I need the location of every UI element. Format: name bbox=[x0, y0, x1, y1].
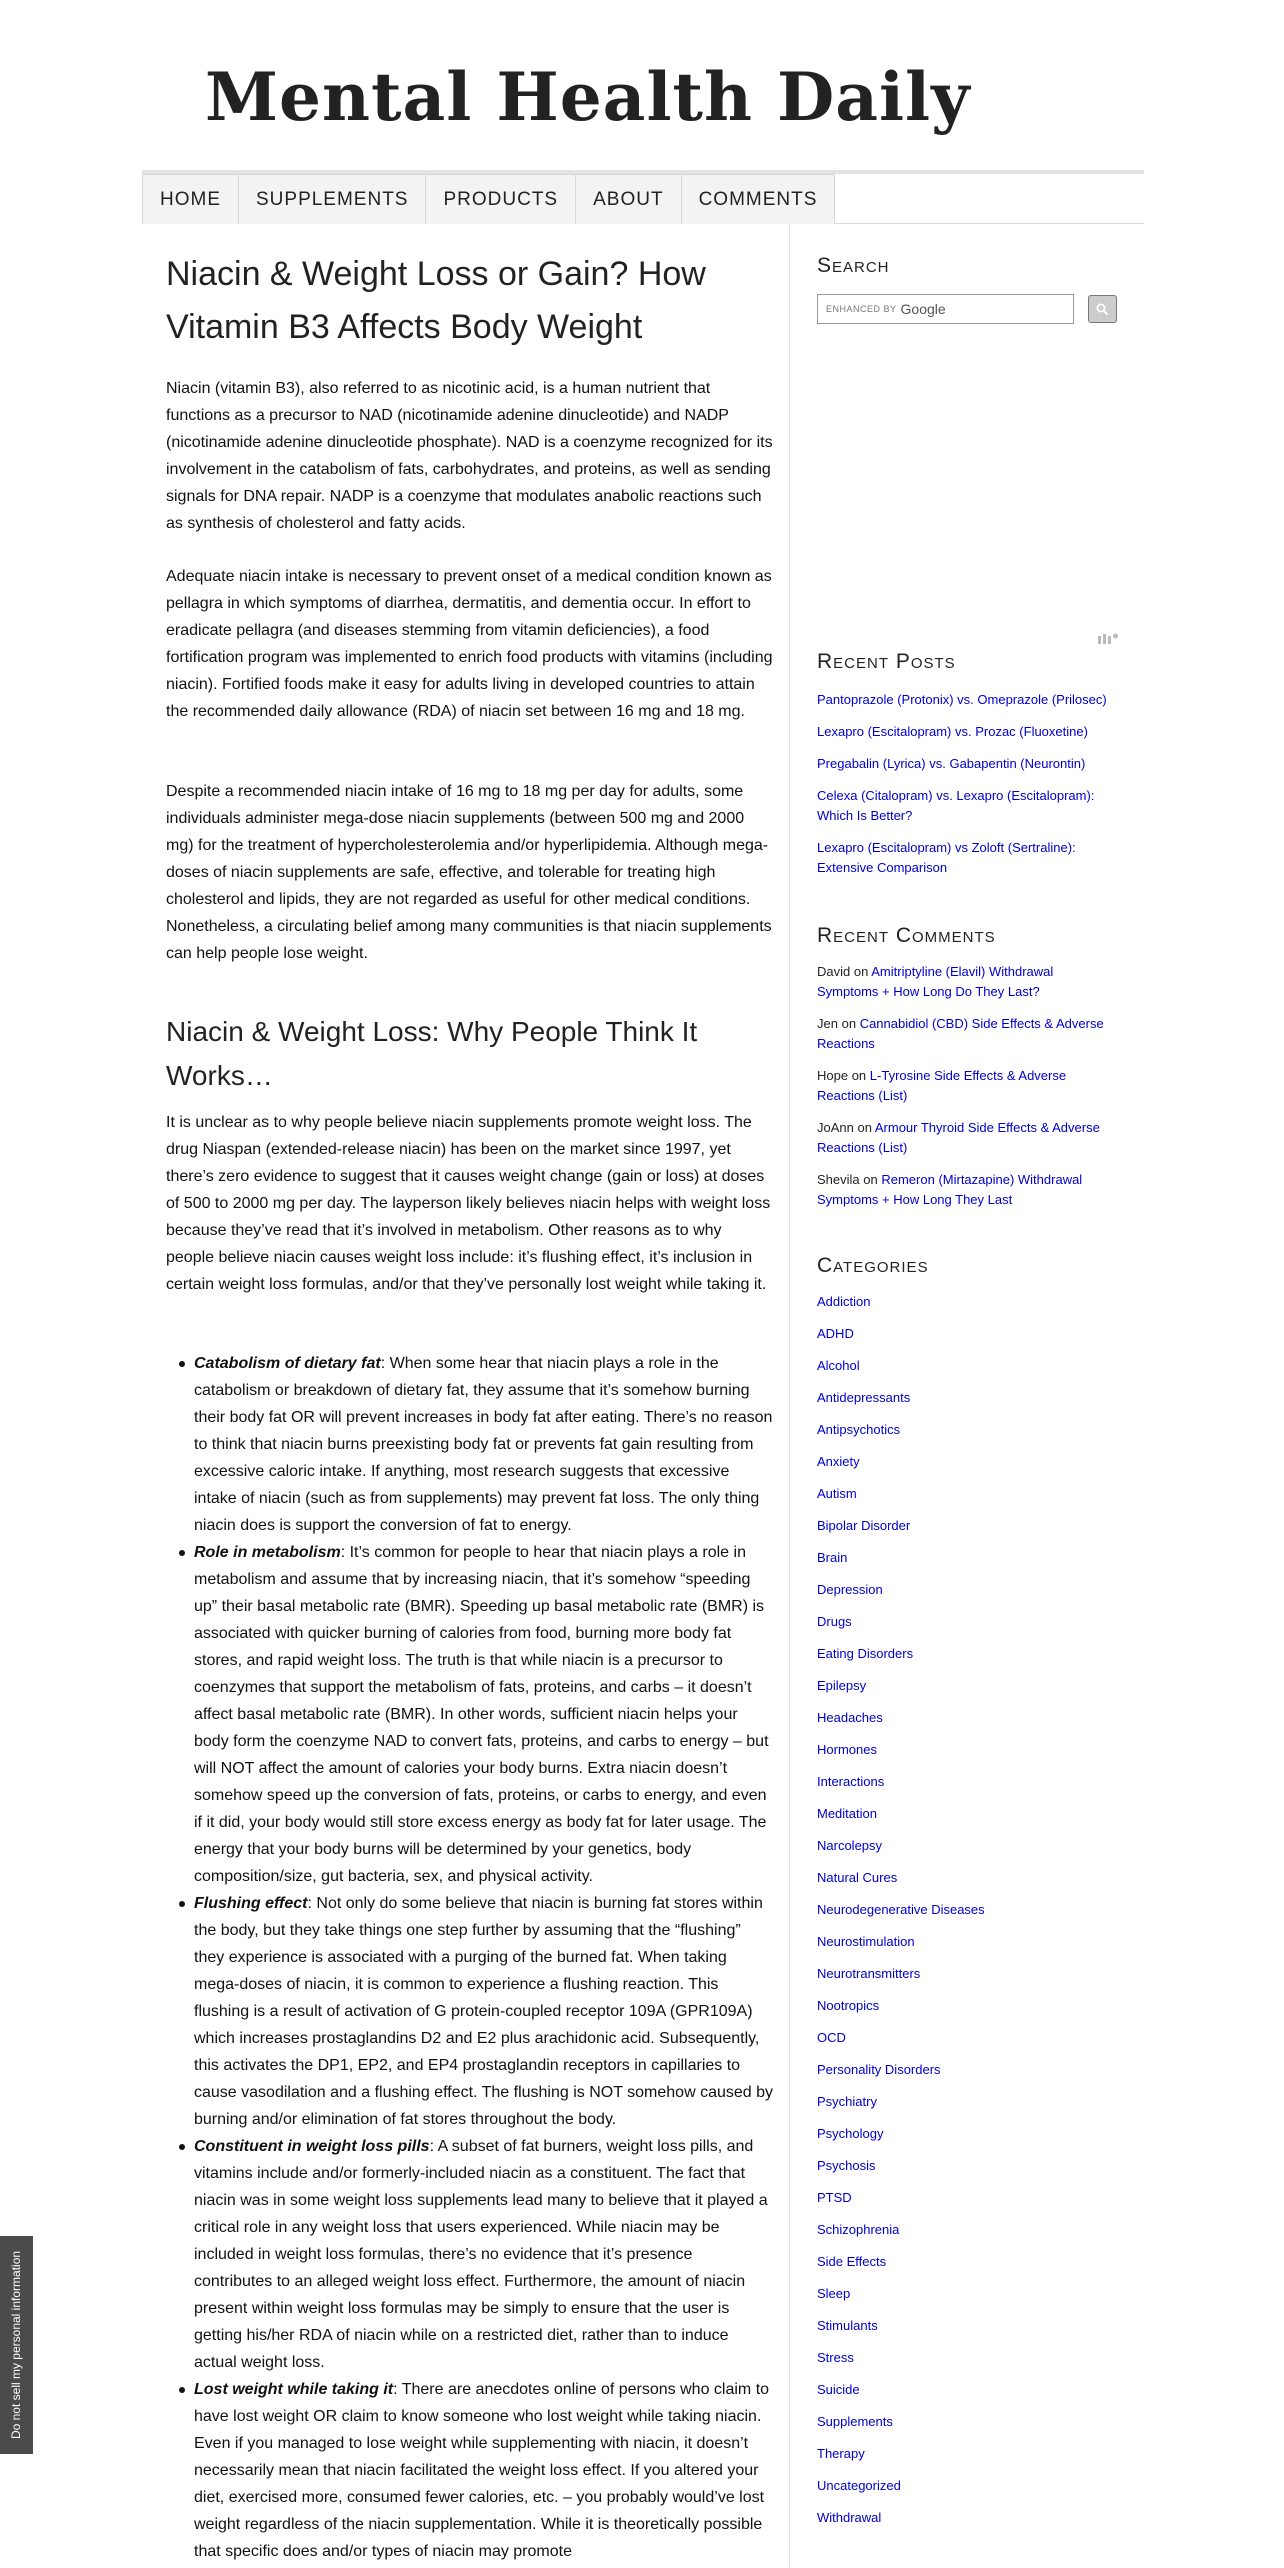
list-item bbox=[194, 1539, 774, 1890]
list-item bbox=[817, 2412, 1117, 2444]
do-not-sell-tab[interactable] bbox=[0, 2236, 33, 2454]
search-input[interactable] bbox=[817, 294, 1074, 324]
category-link[interactable]: Psychology bbox=[817, 2126, 884, 2141]
recent-comments-list bbox=[817, 962, 1117, 1222]
recent-post-link[interactable]: Pantoprazole (Protonix) vs. Omeprazole (Prilosec) bbox=[817, 692, 1107, 707]
category-link[interactable]: Brain bbox=[817, 1550, 848, 1565]
category-link[interactable]: Neurodegenerative Diseases bbox=[817, 1902, 985, 1917]
list-item bbox=[817, 1118, 1117, 1158]
category-link[interactable]: Stress bbox=[817, 2350, 854, 2365]
category-link[interactable]: Depression bbox=[817, 1582, 883, 1597]
list-item bbox=[817, 690, 1117, 710]
comment-on-word: on bbox=[863, 1172, 878, 1187]
comment-on-word: on bbox=[851, 1068, 867, 1083]
post-title: Niacin & Weight Loss or Gain? How Vitamin B3 Affects Body Weight bbox=[166, 255, 706, 346]
search-icon bbox=[1096, 303, 1109, 316]
list-item bbox=[817, 1292, 1117, 1324]
list-item bbox=[817, 754, 1117, 774]
category-link[interactable]: Addiction bbox=[817, 1294, 871, 1309]
recent-post-link[interactable]: Pregabalin (Lyrica) vs. Gabapentin (Neurontin) bbox=[817, 756, 1086, 771]
list-item bbox=[817, 962, 1117, 1002]
list-item bbox=[817, 1708, 1117, 1740]
comment-post-link[interactable]: L-Tyrosine Side Effects & Adverse Reactions (List) bbox=[817, 1068, 1067, 1103]
comment-author: Hope bbox=[817, 1068, 849, 1083]
list-item bbox=[817, 1356, 1117, 1388]
category-link[interactable]: Meditation bbox=[817, 1806, 877, 1821]
list-item bbox=[194, 2376, 774, 2565]
recent-comments-heading: Recent Comments bbox=[817, 924, 996, 947]
category-link[interactable]: Suicide bbox=[817, 2382, 860, 2397]
search-button[interactable] bbox=[1088, 295, 1117, 323]
do-not-sell-label: Do not sell my personal information bbox=[9, 2250, 23, 2440]
category-link[interactable]: Drugs bbox=[817, 1614, 852, 1629]
list-item bbox=[817, 1170, 1117, 1210]
comment-author: JoAnn bbox=[817, 1120, 854, 1135]
category-link[interactable]: Supplements bbox=[817, 2414, 893, 2429]
list-item bbox=[194, 1350, 774, 1539]
comment-post-link[interactable]: Armour Thyroid Side Effects & Adverse Reactions (List) bbox=[817, 1120, 1100, 1155]
category-link[interactable]: ADHD bbox=[817, 1326, 854, 1341]
category-link[interactable]: Side Effects bbox=[817, 2254, 887, 2269]
list-item bbox=[817, 2284, 1117, 2316]
section-paragraph: It is unclear as to why people believe niacin supplements promote weight loss. The drug Niaspan (extended-release niacin) has been on the market since 1997, yet there’s zero evidence to suggest that it causes weight change (gain or loss) at doses of 500 to 2000 mg per day. The layperson likely believes niacin helps with weight loss because they’ve read that it’s involved in metabolism. Other reasons as to why people believe niacin causes weight loss include: it’s flushing effect, it’s inclusion in certain weight loss formulas, and/or that they’ve personally lost weight while taking it. bbox=[166, 1114, 771, 1293]
category-link[interactable]: PTSD bbox=[817, 2190, 852, 2205]
list-item bbox=[817, 2028, 1117, 2060]
list-item bbox=[817, 1484, 1117, 1516]
list-item bbox=[817, 1548, 1117, 1580]
bullet-text: : A subset of fat burners, weight loss pills, and vitamins include and/or formerly-included niacin as a constituent. The fact that niacin was in some weight loss supplements lead many to believe that it played a critical role in any weight loss that users experienced. While niacin may be included in weight loss formulas, there’s no evidence that it’s presence contributes to an alleged weight loss effect. Furthermore, the amount of niacin present within weight loss formulas may be simply to ensure that the user is getting his/her RDA of niacin while on a restricted diet, rather than to induce actual weight loss. bbox=[194, 2138, 768, 2371]
list-item bbox=[817, 1772, 1117, 1804]
list-item bbox=[194, 1890, 774, 2133]
categories-list bbox=[817, 1292, 1117, 2540]
list-item bbox=[817, 2348, 1117, 2380]
list-item bbox=[817, 2156, 1117, 2188]
list-item bbox=[817, 1900, 1117, 1932]
list-item bbox=[817, 2252, 1117, 2284]
category-link[interactable]: Anxiety bbox=[817, 1454, 860, 1469]
recent-posts-list bbox=[817, 690, 1117, 890]
bullet-text: : It’s common for people to hear that niacin plays a role in metabolism and assume that by increasing niacin, that it’s somehow “speeding up” their basal metabolic rate (BMR). Speeding up basal metabolic rate (BMR) is associated with quicker burning of calories from food, burning more body fat stores, and rapid weight loss. The truth is that while niacin is a precursor to coenzymes that support the metabolism of fats, proteins, and carbs – it doesn’t affect basal metabolic rate (BMR). In other words, sufficient niacin helps your body form the coenzyme NAD to convert fats, proteins, and carbs to energy – but will NOT affect the amount of calories your body burns. Extra niacin doesn’t somehow speed up the conversion of fats, proteins, or carbs to energy, and even if it did, your body would still store excess energy as body fat for later usage. The energy that your body burns will be determined by your genetics, body composition/size, gut bacteria, sex, and physical activity. bbox=[194, 1544, 769, 1885]
category-link[interactable]: Bipolar Disorder bbox=[817, 1518, 911, 1533]
category-link[interactable]: Alcohol bbox=[817, 1358, 860, 1373]
list-item bbox=[817, 2188, 1117, 2220]
bullet-term: Lost weight while taking it bbox=[194, 2381, 394, 2398]
category-link[interactable]: Psychiatry bbox=[817, 2094, 877, 2109]
bullet-term: Role in metabolism bbox=[194, 1544, 341, 1561]
list-item bbox=[817, 1324, 1117, 1356]
list-item bbox=[817, 2124, 1117, 2156]
category-link[interactable]: Therapy bbox=[817, 2446, 865, 2461]
list-item bbox=[817, 1420, 1117, 1452]
category-link[interactable]: Antidepressants bbox=[817, 1390, 911, 1405]
list-item bbox=[817, 2444, 1117, 2476]
section-heading: Niacin & Weight Loss: Why People Think It Works… bbox=[166, 1016, 698, 1091]
category-link[interactable]: Narcolepsy bbox=[817, 1838, 883, 1853]
main-nav bbox=[142, 174, 1144, 224]
list-item bbox=[817, 2508, 1117, 2540]
search-heading: Search bbox=[817, 254, 890, 277]
comment-author: Jen bbox=[817, 1016, 838, 1031]
list-item bbox=[817, 1868, 1117, 1900]
ad-choices-icon[interactable] bbox=[1097, 632, 1119, 646]
comment-on-word: on bbox=[857, 1120, 872, 1135]
list-item bbox=[817, 2092, 1117, 2124]
list-item bbox=[817, 1388, 1117, 1420]
list-item bbox=[817, 1932, 1117, 1964]
category-link[interactable]: Withdrawal bbox=[817, 2510, 882, 2525]
category-link[interactable]: Personality Disorders bbox=[817, 2062, 941, 2077]
post-paragraph-1: Niacin (vitamin B3), also referred to as nicotinic acid, is a human nutrient that functions as a precursor to NAD (nicotinamide adenine dinucleotide) and NADP (nicotinamide adenine dinucleotide phosphate). NAD is a coenzyme recognized for its involvement in the catabolism of fats, carbohydrates, and proteins, as well as sending signals for DNA repair. NADP is a coenzyme that modulates anabolic reactions such as synthesis of cholesterol and fatty acids. bbox=[166, 380, 773, 532]
bullet-text: : Not only do some believe that niacin is burning fat stores within the body, but they take things one step further by assuming that the “flushing” they experience is associated with a purging of the burned fat. When taking mega-doses of niacin, it is common to experience a flushing reaction. This flushing is a result of activation of G protein-coupled receptor 109A (GPR109A) which increases prostaglandins D2 and E2 plus arachidonic acid. Subsequently, this activates the DP1, EP2, and EP4 prostaglandin receptors in capillaries to cause vasodilation and a flushing effect. The flushing is NOT somehow caused by burning and/or elimination of fat stores throughout the body. bbox=[194, 1895, 774, 2128]
list-item bbox=[817, 1452, 1117, 1484]
nav-supplements[interactable]: SUPPLEMENTS bbox=[238, 174, 426, 224]
bullet-text: : When some hear that niacin plays a role in the catabolism or breakdown of dietary fat, they assume that it’s somehow burning their body fat OR will prevent increases in body fat after eating. There’s no reason to think that niacin burns preexisting body fat or prevents fat gain resulting from excessive caloric intake. If anything, most research suggests that excessive intake of niacin (such as from supplements) may prevent fat loss. The only thing niacin does is support the conversion of fat to energy. bbox=[194, 1355, 773, 1534]
comment-post-link[interactable]: Amitriptyline (Elavil) Withdrawal Symptoms + How Long Do They Last? bbox=[817, 964, 1054, 999]
recent-post-link[interactable]: Lexapro (Escitalopram) vs. Prozac (Fluoxetine) bbox=[817, 724, 1088, 739]
category-link[interactable]: Sleep bbox=[817, 2286, 851, 2301]
categories-heading: Categories bbox=[817, 1254, 929, 1277]
list-item bbox=[817, 1580, 1117, 1612]
recent-post-link[interactable]: Lexapro (Escitalopram) vs Zoloft (Sertraline): Extensive Comparison bbox=[817, 840, 1076, 875]
nav-comments[interactable]: COMMENTS bbox=[681, 174, 836, 224]
comment-post-link[interactable]: Cannabidiol (CBD) Side Effects & Adverse Reactions bbox=[817, 1016, 1104, 1051]
list-item bbox=[817, 722, 1117, 742]
list-item bbox=[817, 1066, 1117, 1106]
list-item bbox=[817, 1676, 1117, 1708]
category-link[interactable]: Epilepsy bbox=[817, 1678, 867, 1693]
category-link[interactable]: Eating Disorders bbox=[817, 1646, 914, 1661]
category-link[interactable]: Stimulants bbox=[817, 2318, 878, 2333]
recent-posts-heading: Recent Posts bbox=[817, 650, 956, 673]
list-item bbox=[817, 1644, 1117, 1676]
post-paragraph-2: Adequate niacin intake is necessary to prevent onset of a medical condition known as pellagra in which symptoms of diarrhea, dermatitis, and dementia occur. In effort to eradicate pellagra (and diseases stemming from vitamin deficiencies), a food fortification program was implemented to enrich food products with vitamins (including niacin). Fortified foods make it easy for adults living in developed countries to attain the recommended daily allowance (RDA) of niacin set between 16 mg and 18 mg. bbox=[166, 568, 773, 720]
list-item bbox=[817, 1964, 1117, 1996]
comment-author: David bbox=[817, 964, 851, 979]
list-item bbox=[817, 1740, 1117, 1772]
nav-products[interactable]: PRODUCTS bbox=[425, 174, 576, 224]
list-item bbox=[817, 1996, 1117, 2028]
list-item bbox=[817, 2476, 1117, 2508]
bullet-term: Catabolism of dietary fat bbox=[194, 1355, 381, 1372]
category-link[interactable]: Headaches bbox=[817, 1710, 883, 1725]
comment-on-word: on bbox=[841, 1016, 857, 1031]
category-link[interactable]: Autism bbox=[817, 1486, 857, 1501]
post-paragraph-3: Despite a recommended niacin intake of 16 mg to 18 mg per day for adults, some individuals administer mega-dose niacin supplements (between 500 mg and 2000 mg) for the treatment of hypercholesterolemia and/or hyperlipidemia. Although mega-doses of niacin supplements are safe, effective, and tolerable for treating high cholesterol and lipids, they are not regarded as useful for other medical conditions. Nonetheless, a circulating belief among many communities is that niacin supplements can help people lose weight. bbox=[166, 783, 772, 962]
search-brand: Google bbox=[900, 301, 946, 317]
reasons-list bbox=[194, 1350, 774, 2565]
category-link[interactable]: Hormones bbox=[817, 1742, 877, 1757]
bullet-term: Constituent in weight loss pills bbox=[194, 2138, 430, 2155]
category-link[interactable]: Interactions bbox=[817, 1774, 885, 1789]
list-item bbox=[817, 1612, 1117, 1644]
nav-about[interactable]: ABOUT bbox=[575, 174, 681, 224]
search-enhanced-label: ENHANCED BY bbox=[826, 304, 897, 314]
list-item bbox=[817, 1014, 1117, 1054]
list-item bbox=[817, 1804, 1117, 1836]
list-item bbox=[817, 1836, 1117, 1868]
bullet-text: : There are anecdotes online of persons who claim to have lost weight OR claim to know someone who lost weight while taking niacin. Even if you managed to lose weight while supplementing with niacin, it doesn’t necessarily mean that niacin facilitated the weight loss effect. If you altered your diet, exercised more, consumed fewer calories, etc. – you probably would’ve lost weight regardless of the niacin supplementation. While it is theoretically possible that specific does and/or types of niacin may promote bbox=[194, 2381, 770, 2560]
category-link[interactable]: Neurotransmitters bbox=[817, 1966, 921, 1981]
list-item bbox=[817, 1516, 1117, 1548]
list-item bbox=[194, 2133, 774, 2376]
bullet-term: Flushing effect bbox=[194, 1895, 308, 1912]
category-link[interactable]: OCD bbox=[817, 2030, 846, 2045]
list-item bbox=[817, 2380, 1117, 2412]
recent-post-link[interactable]: Celexa (Citalopram) vs. Lexapro (Escitalopram): Which Is Better? bbox=[817, 788, 1095, 823]
list-item bbox=[817, 2060, 1117, 2092]
category-link[interactable]: Natural Cures bbox=[817, 1870, 898, 1885]
category-link[interactable]: Antipsychotics bbox=[817, 1422, 901, 1437]
category-link[interactable]: Uncategorized bbox=[817, 2478, 901, 2493]
site-title[interactable]: Mental Health Daily bbox=[205, 58, 971, 136]
list-item bbox=[817, 786, 1117, 826]
nav-home[interactable]: HOME bbox=[142, 174, 239, 224]
comment-post-link[interactable]: Remeron (Mirtazapine) Withdrawal Symptoms + How Long They Last bbox=[817, 1172, 1083, 1207]
list-item bbox=[817, 2220, 1117, 2252]
category-link[interactable]: Psychosis bbox=[817, 2158, 876, 2173]
category-link[interactable]: Nootropics bbox=[817, 1998, 880, 2013]
comment-on-word: on bbox=[853, 964, 869, 979]
comment-author: Shevila bbox=[817, 1172, 860, 1187]
category-link[interactable]: Schizophrenia bbox=[817, 2222, 900, 2237]
category-link[interactable]: Neurostimulation bbox=[817, 1934, 915, 1949]
list-item bbox=[817, 2316, 1117, 2348]
list-item bbox=[817, 838, 1117, 878]
